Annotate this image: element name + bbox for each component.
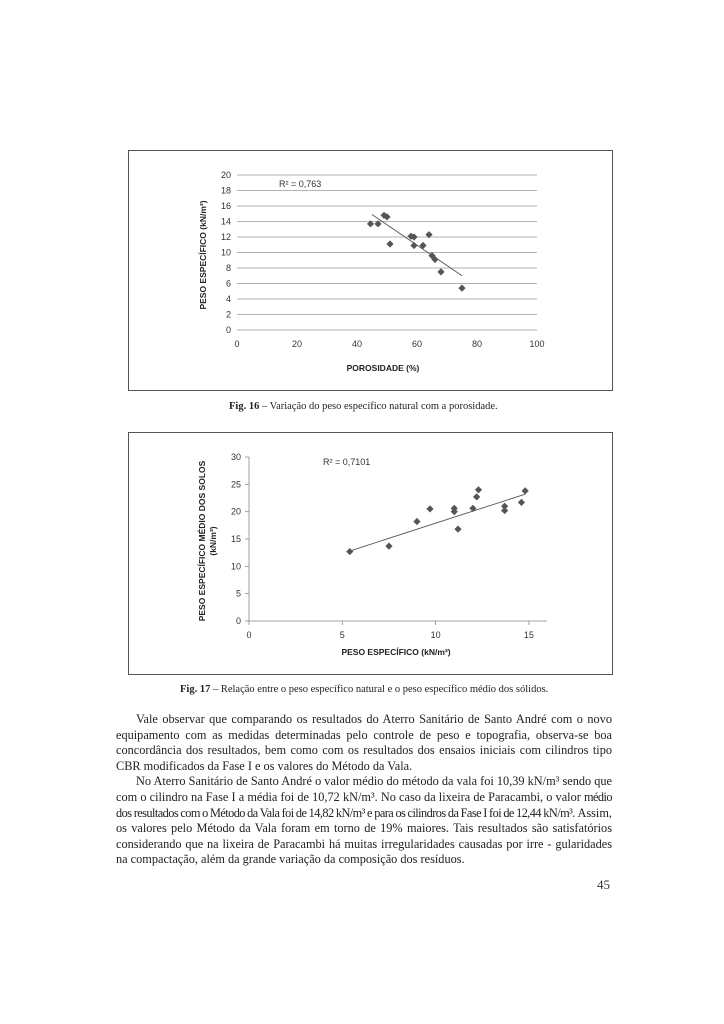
- data-point: [473, 493, 480, 500]
- data-point: [437, 268, 444, 275]
- x-axis-title: PESO ESPECÍFICO (kN/m³): [341, 647, 451, 657]
- data-point: [522, 487, 529, 494]
- y-axis-title-line1: PESO ESPECÍFICO MÉDIO DOS SOLOS: [197, 460, 207, 622]
- y-tick-label: 5: [235, 588, 241, 599]
- y-tick-label: 10: [230, 561, 241, 572]
- y-tick-label: 6: [225, 278, 231, 289]
- data-point: [501, 507, 508, 514]
- x-tick-label: 15: [523, 630, 534, 640]
- y-tick-label: 16: [220, 201, 231, 211]
- y-tick-label: 30: [230, 452, 241, 462]
- paragraph-2-part-3: Assim, os valores pelo Método da Vala foram em torno de 19% maiores. Tais resultados são satisfatórios considerando que na lixeira de Paracambi há muitas irregularidades causadas por irre - gularidades na compactação, além da grande variação da composição dos resíduos.: [116, 805, 612, 867]
- y-tick-label: 0: [235, 616, 241, 626]
- figure-17: [128, 432, 613, 675]
- r-squared-label: R² = 0,7101: [323, 457, 371, 467]
- y-tick-label: 18: [220, 185, 231, 196]
- y-tick-label: 25: [230, 479, 241, 490]
- x-tick-label: 10: [430, 630, 441, 640]
- x-tick-label: 40: [351, 339, 363, 349]
- y-axis-title-line2: (kN/m³): [208, 526, 218, 556]
- porosity-scatter-chart: [129, 151, 612, 390]
- x-tick-label: 20: [291, 339, 303, 349]
- data-point: [518, 499, 525, 506]
- x-tick-label: 0: [246, 630, 252, 640]
- y-tick-label: 12: [220, 232, 231, 242]
- y-tick-label: 4: [225, 294, 231, 304]
- page-number: 45: [597, 877, 610, 892]
- x-tick-label: 0: [234, 339, 240, 349]
- figure-17-caption: [180, 684, 548, 695]
- caption-label: Fig. 17: [180, 684, 211, 695]
- data-point: [386, 240, 393, 247]
- trendline: [350, 494, 525, 551]
- data-point: [413, 518, 420, 525]
- caption-text: – Variação do peso específico natural com a porosidade.: [259, 401, 498, 412]
- data-point: [454, 526, 461, 533]
- caption-label: Fig. 16: [229, 401, 260, 412]
- paragraph-1: Vale observar que comparando os resultados do Aterro Sanitário de Santo André com o novo equipamento com as medidas determinadas pelo controle de peso e topografia, observa-se boa concordância dos resultados, bem como com os resultados dos ensaios iniciais com cilindros tipo CBR modificados da Fase I e os valores do Método da Vala.: [116, 712, 612, 773]
- x-axis-title: POROSIDADE (%): [346, 363, 420, 373]
- paragraph-2: [116, 774, 612, 868]
- y-tick-label: 2: [225, 309, 231, 320]
- r-squared-label: R² = 0,763: [279, 179, 322, 189]
- x-tick-label: 100: [529, 339, 545, 349]
- data-point: [410, 242, 417, 249]
- y-tick-label: 0: [225, 325, 231, 335]
- body-text: [116, 712, 612, 868]
- data-point: [426, 505, 433, 512]
- y-tick-label: 10: [220, 247, 231, 258]
- x-tick-label: 60: [411, 339, 423, 349]
- density-scatter-chart: [129, 433, 612, 674]
- data-point: [469, 505, 476, 512]
- figure-16: [128, 150, 613, 391]
- data-point: [475, 486, 482, 493]
- figure-16-caption: [229, 401, 498, 412]
- x-tick-label: 80: [471, 339, 483, 349]
- paragraph-2-part-1: No Aterro Sanitário de Santo André o valor médio do método da vala foi 10,39 kN/m³ sendo que com o cilindro na Fase I a média foi de 10,72 kN/m³. No caso da lixeira de Paracambi, o valor: [116, 774, 612, 804]
- y-tick-label: 14: [220, 216, 231, 227]
- y-axis-title: PESO ESPECÍFICO (kN/m³): [198, 200, 208, 310]
- y-tick-label: 8: [225, 263, 231, 273]
- y-tick-label: 20: [220, 170, 231, 180]
- y-tick-label: 15: [230, 534, 241, 544]
- y-tick-label: 20: [230, 506, 241, 517]
- paragraph-2-part-2: médio dos resultados com o Método da Vala foi de 14,82 kN/m³ e para os cilindros da Fase I foi de 12,44 kN/m³.: [116, 789, 612, 820]
- data-point: [385, 543, 392, 550]
- caption-text: – Relação entre o peso específico natural e o peso específico médio dos sólidos.: [210, 684, 549, 695]
- data-point: [458, 285, 465, 292]
- data-point: [346, 548, 353, 555]
- x-tick-label: 5: [339, 630, 345, 640]
